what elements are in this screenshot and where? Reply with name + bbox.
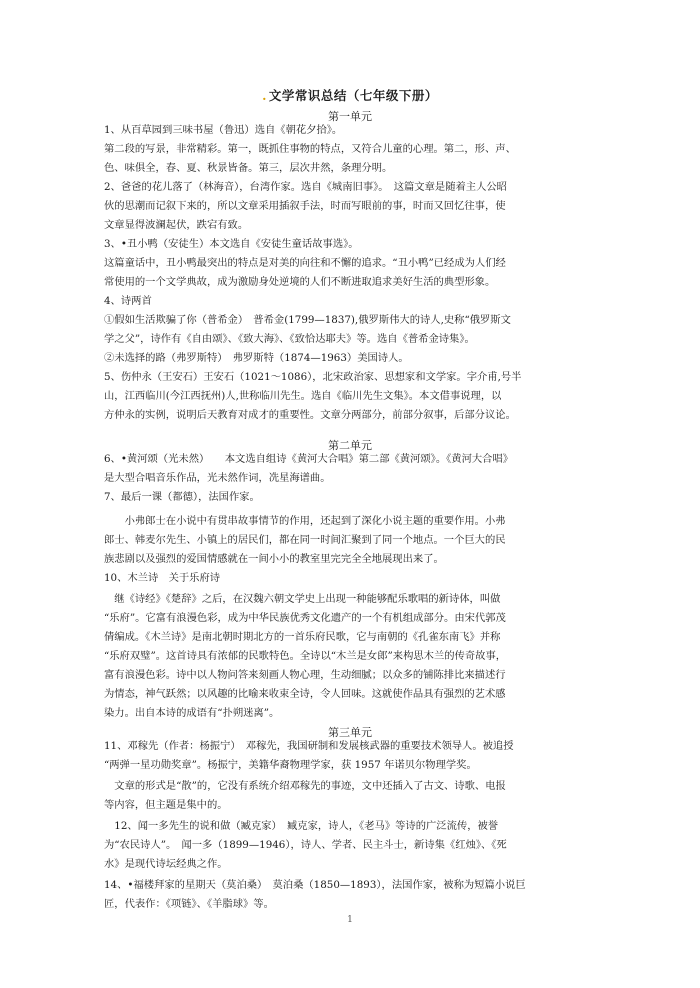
text-line: 小弗郎士在小说中有贯串故事情节的作用，还起到了深化小说主题的重要作用。小弗 [104, 515, 506, 527]
text-line: ②未选择的路（弗罗斯特） 弗罗斯特（1874—1963）美国诗人。 [104, 352, 409, 364]
text-line: 2、爸爸的花儿落了（林海音），台湾作家。选自《城南旧事》。 这篇文章是随着主人公昭 [104, 181, 507, 193]
document-title [0, 86, 700, 104]
text-line: 郎士、韩麦尔先生、小镇上的居民们，都在同一时间汇聚到了同一个地点。一个巨大的民 [104, 534, 506, 546]
text-line: ①假如生活欺骗了你（普希金） 普希金(1799—1837),俄罗斯伟大的诗人,史称“俄罗斯文 [104, 314, 511, 326]
text-line: 6、•黄河颂（光未然） 本文选自组诗《黄河大合唱》第二部《黄河颂》。《黄河大合唱》 [104, 453, 514, 465]
text-line: 12、闻一多先生的说和做（臧克家） 臧克家，诗人，《老马》等诗的广泛流传，被誉 [104, 820, 499, 832]
text-line: “乐府双璧”。这首诗具有浓郁的民歌特色。全诗以“木兰是女郎”来构思木兰的传奇故事， [104, 650, 507, 662]
text-line: 等内容，但主题是集中的。 [104, 799, 228, 811]
text-line: 这篇童话中，丑小鸭最突出的特点是对美的向往和不懈的追求。“丑小鸭”已经成为人们经 [104, 257, 506, 269]
text-line: 1、从百草园到三味书屋（鲁迅）选自《朝花夕拾》。 [104, 124, 343, 136]
text-line: 3、•丑小鸭（安徒生）本文选自《安徒生童话故事选》。 [104, 238, 359, 250]
text-line: 文章显得波澜起伏，跌宕有致。 [104, 219, 249, 231]
text-line: 水》是现代诗坛经典之作。 [104, 858, 228, 870]
text-line: 族悲剧以及强烈的爱国情感就在一间小小的教室里完完全全地展现出来了。 [104, 553, 444, 565]
page-number: 1 [347, 915, 353, 925]
text-line: 继《诗经》《楚辞》之后，在汉魏六朝文学史上出现一种能够配乐歌唱的新诗体，叫做 [104, 593, 501, 605]
text-line: 为情态，神气跃然；以风趣的比喻来收束全诗，令人回味。这就使作品具有强烈的艺术感 [104, 688, 506, 700]
text-line: 为“农民诗人”。 闻一多（1899—1946），诗人、学者、民主斗士，新诗集《红烛》、《死 [104, 839, 507, 851]
text-line: “两弹一星功勋奖章”。杨振宁，美籍华裔物理学家，获 1957 年诺贝尔物理学奖。 [104, 759, 477, 771]
text-line: 是大型合唱音乐作品，光未然作词，冼星海谱曲。 [104, 472, 331, 484]
unit-heading: 第二单元 [328, 439, 372, 452]
title-text: 文学常识总结（七年级下册） [268, 88, 438, 103]
text-line: 倩编成。《木兰诗》是南北朝时期北方的一首乐府民歌，它与南朝的《孔雀东南飞》并称 [104, 631, 501, 643]
text-line: 染力。出自本诗的成语有“扑朔迷离”。 [104, 707, 280, 719]
text-line: 常使用的一个文学典故，成为激励身处逆境的人们不断进取追求美好生活的典型形象。 [104, 276, 496, 288]
unit-heading: 第一单元 [328, 110, 372, 123]
unit-heading: 第三单元 [328, 726, 372, 739]
text-line: 伙的思潮而记叙下来的，所以文章采用插叙手法，时而写眼前的事，时而又回忆往事，使 [104, 200, 506, 212]
text-line: 第二段的写景，非常精彩。第一，既抓住事物的特点，又符合儿童的心理。第二，形、声、 [104, 143, 516, 155]
text-line: 匠，代表作：《项链》、《羊脂球》等。 [104, 898, 274, 910]
text-line: 5、伤仲永（王安石）王安石（1021～1086），北宋政治家、思想家和文学家。字介甫,号半 [104, 371, 522, 383]
text-line: 14、•福楼拜家的星期天（莫泊桑） 莫泊桑（1850—1893），法国作家，被称为短篇小说巨 [104, 879, 526, 891]
text-line: 文章的形式是“散”的，它没有系统介绍邓稼先的事迹，文中还插入了古文、诗歌、电报 [104, 780, 506, 792]
text-line: “乐府”。它富有浪漫色彩，成为中华民族优秀文化遗产的一个有机组成部分。由宋代郭茂 [104, 612, 506, 624]
text-line: 10、木兰诗 关于乐府诗 [104, 572, 221, 584]
text-line: 学之父”，诗作有《自由颂》、《致大海》、《致恰达耶夫》等。选自《普希金诗集》。 [104, 333, 475, 345]
text-line: 11、邓稼先（作者：杨振宁） 邓稼先，我国研制和发展核武器的重要技术领导人。被追授 [104, 740, 514, 752]
text-line: 方仲永的实例，说明后天教育对成才的重要性。文章分两部分，前部分叙事，后部分议论。 [104, 409, 516, 421]
text-line: 4、诗两首 [104, 295, 152, 307]
title-dot-mark: . [262, 88, 267, 103]
text-line: 色、味俱全，春、夏、秋景皆备。第三，层次井然，条理分明。 [104, 162, 393, 174]
text-line: 富有浪漫色彩。诗中以人物问答来刻画人物心理，生动细腻；以众多的铺陈排比来描述行 [104, 669, 506, 681]
text-line: 7、最后一课（都德），法国作家。 [104, 491, 260, 503]
text-line: 山，江西临川(今江西抚州)人,世称临川先生。选自《临川先生文集》。本文借事说理，以 [104, 390, 502, 402]
